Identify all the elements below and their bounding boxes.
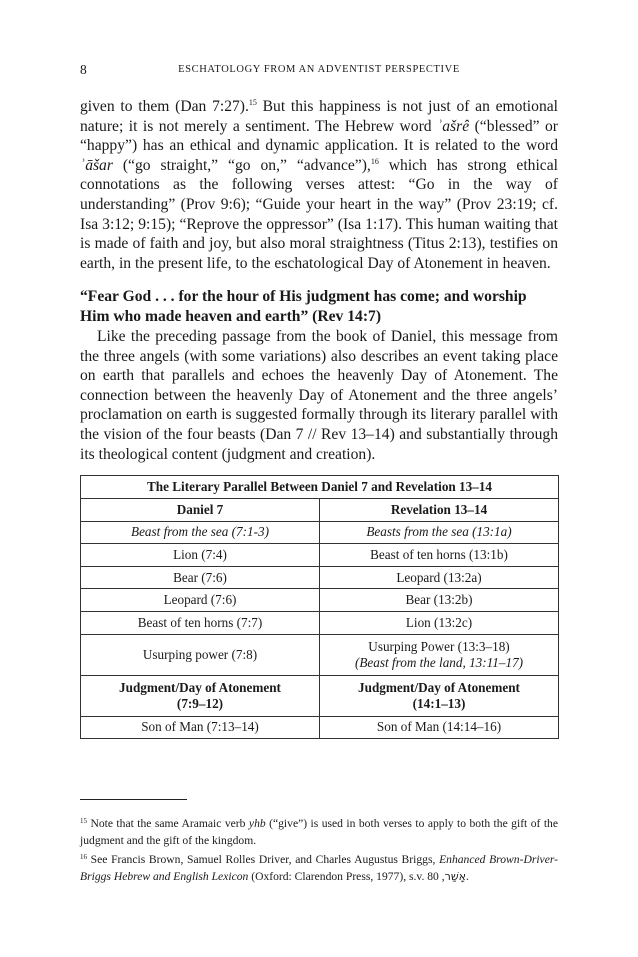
footnote-ref-15[interactable]: 15 — [248, 98, 257, 107]
section-heading: “Fear God . . . for the hour of His judgment has come; and worship Him who made heaven and earth” (Rev 14:7) — [80, 288, 527, 325]
table-cell: Usurping power (7:8) — [81, 634, 320, 675]
body-paragraph-1: given to them (Dan 7:27).$^{15}$ But this happiness is not just of an emotional nature; it is not merely a sentiment. The Hebrew word ʾašrê (“blessed” or “happy”) has an ethical and dynamic application. It is related to the word ʾāšar (“go straight,” “go on,” “advance”),$^{16}$ which has strong ethical connotations as the following verses attest: “Go in the way of understanding” (Prov 9:6); “Guide your heart in the way” (Prov 23:19; cf. Isa 3:12; 9:15); “Reprove the oppressor” (Isa 1:17). This human waiting that is made of faith and joy, but also moral straightness (Titus 2:13), testifies on earth, in the present life, to the eschatological Day of Atonement in heaven. — [80, 98, 558, 272]
table-cell: Leopard (13:2a) — [320, 566, 559, 589]
table-cell: Lion (7:4) — [81, 544, 320, 567]
footnote-number: 15 — [80, 817, 87, 825]
table-cell: Bear (13:2b) — [320, 589, 559, 612]
table-cell: Usurping Power (13:3–18) (Beast from the land, 13:11–17) — [320, 634, 559, 675]
table-cell: Beast from the sea (7:1-3) — [81, 521, 320, 544]
table-cell: Beast of ten horns (7:7) — [81, 611, 320, 634]
footnote-15: $^{15}$ Note that the same Aramaic verb yhb (“give”) is used in both verses to apply to both the gift of the judgment and the gift of the kingdom. — [80, 817, 558, 847]
running-title: ESCHATOLOGY FROM AN ADVENTIST PERSPECTIVE — [178, 64, 460, 75]
lexicon-title: Enhanced Brown-Driver-Briggs Hebrew and English Lexicon — [80, 853, 558, 883]
page-number: 8 — [80, 62, 87, 77]
table-cell: Judgment/Day of Atonement (7:9–12) — [81, 675, 320, 716]
table-row — [81, 566, 559, 589]
footnote-divider — [80, 799, 187, 800]
table-cell: Beast of ten horns (13:1b) — [320, 544, 559, 567]
hebrew-transliteration: ʾašrê — [437, 117, 470, 135]
body-paragraph-2: Like the preceding passage from the book of Daniel, this message from the three angels (with some variations) also describes an event taking place on earth that parallels and echoes the heavenly Day of Atonement. The connection between the heavenly Day of Atonement and the three angels’ proclamation on earth is suggested formally through its literary parallel with the vision of the four beasts (Dan 7 // Rev 13–14) and substantially through its theological content (judgment and creation). — [80, 328, 558, 463]
hebrew-word: אָשַׁר — [444, 870, 466, 883]
table-row — [81, 675, 559, 716]
table-row — [81, 589, 559, 612]
table-cell: Son of Man (14:14–16) — [320, 716, 559, 739]
table-row — [81, 611, 559, 634]
table-title: The Literary Parallel Between Daniel 7 and Revelation 13–14 — [81, 476, 559, 499]
table-cell: Judgment/Day of Atonement (14:1–13) — [320, 675, 559, 716]
literary-parallel-table — [80, 475, 559, 739]
page-header — [80, 62, 558, 80]
table-row — [81, 716, 559, 739]
footnote-16: $^{16}$ See Francis Brown, Samuel Rolles Driver, and Charles Augustus Briggs, Enhanced Brown-Driver-Briggs Hebrew and English Lexicon (Oxford: Clarendon Press, 1977), s.v. אָשַׁר, 80. — [80, 853, 558, 883]
column-header-daniel: Daniel 7 — [81, 499, 320, 522]
table-cell: Bear (7:6) — [81, 566, 320, 589]
table-cell: Beasts from the sea (13:1a) — [320, 521, 559, 544]
footnote-number: 16 — [80, 853, 87, 861]
table-row — [81, 634, 559, 675]
hebrew-transliteration: ʾāšar — [80, 156, 113, 174]
table-cell: Leopard (7:6) — [81, 589, 320, 612]
table-cell: Lion (13:2c) — [320, 611, 559, 634]
footnote-ref-16[interactable]: 16 — [370, 156, 379, 166]
table-row — [81, 521, 559, 544]
table-row — [81, 544, 559, 567]
table-cell: Son of Man (7:13–14) — [81, 716, 320, 739]
column-header-revelation: Revelation 13–14 — [320, 499, 559, 522]
